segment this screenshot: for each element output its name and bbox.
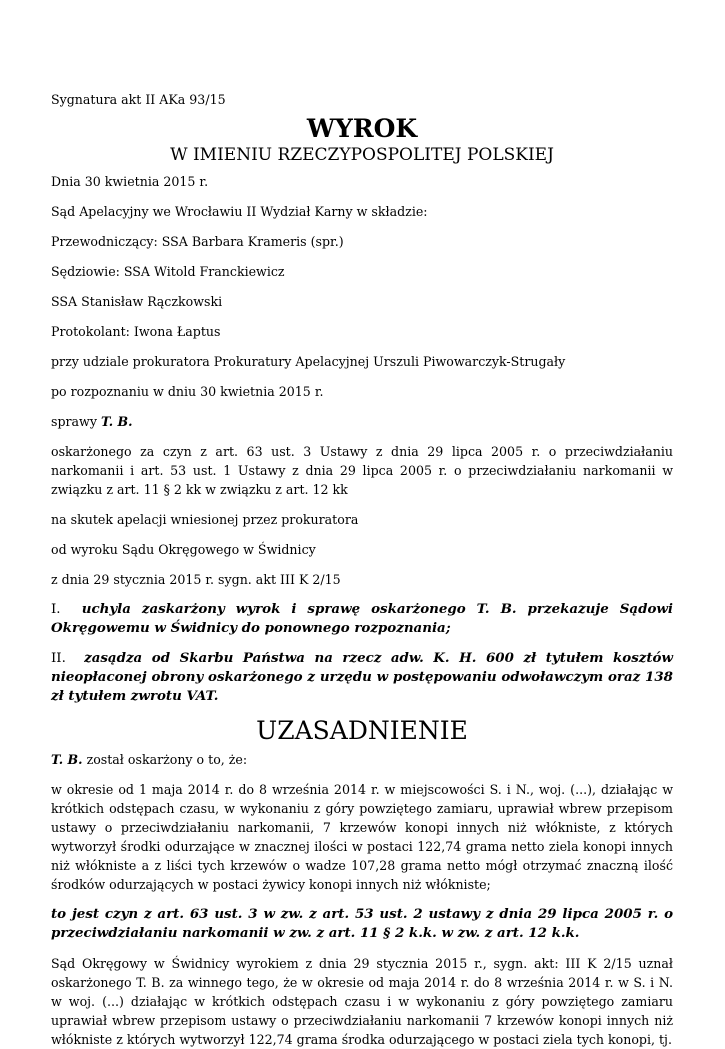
charge-description: w okresie od 1 maja 2014 r. do 8 września 2014 r. w miejscowości S. i N., woj. (...), działając w krótkich odstępach czasu, w wykonaniu z góry powziętego zamiaru, uprawiał wbrew przepisom ustawy o przeciwdziałaniu narkomanii, 7 krzewów konopi innych niż włókniste, z których wytworzył środki odurzające w znacznej ilości w postaci 122,74 grama netto ziela konopi innych niż włókniste a z liści tych krzewów o wadze 107,28 grama netto mógł otrzymać znaczną ilość środków odurzających w postaci żywicy konopi innych niż włókniste; [51,782,673,892]
decision-1-text: uchyla zaskarżony wyrok i sprawę oskarżonego T. B. przekazuje Sądowi Okręgowemu w Świdnicy do ponownego rozpoznania; [51,601,673,636]
decision-2-text: zasądza od Skarbu Państwa na rzecz adw. K. H. 600 zł tytułem kosztów nieopłaconej obrony oskarżonego z urzędu w postępowaniu odwoławczym oraz 138 zł tytułem zwrotu VAT. [51,650,673,704]
decision-2 [51,649,673,706]
judgment-subtitle: W IMIENIU RZECZYPOSPOLITEJ POLSKIEJ [170,145,554,165]
accused-name: T. B. [51,752,83,767]
decision-1 [51,600,673,638]
case-signature: Sygnatura akt II AKa 93/15 [51,92,226,107]
court-line: Sąd Apelacyjny we Wrocławiu II Wydział Karny w składzie: [51,204,428,219]
appeal-line: na skutek apelacji wniesionej przez prokuratora [51,512,359,527]
judges-line-2: SSA Stanisław Rączkowski [51,294,223,309]
prosecutor-line: przy udziale prokuratora Prokuratury Apelacyjnej Urszuli Piwowarczyk-Strugały [51,354,566,369]
date-line: Dnia 30 kwietnia 2015 r. [51,174,209,189]
decision-1-number: I. [51,602,61,617]
case-line [51,412,673,431]
judgment-date-line: z dnia 29 stycznia 2015 r. sygn. akt III K 2/15 [51,572,341,587]
presiding-judge: Przewodniczący: SSA Barbara Krameris (spr.) [51,234,344,249]
case-name: T. B. [100,414,133,429]
accused-of-paragraph: oskarżonego za czyn z art. 63 ust. 3 Ustawy z dnia 29 lipca 2005 r. o przeciwdziałaniu narkomanii i art. 53 ust. 1 Ustawy z dnia 29 lipca 2005 r. o przeciwdziałaniu narkomanii w związku z art. 11 § 2 kk w związku z art. 12 kk [51,444,673,497]
charge-legal-basis: to jest czyn z art. 63 ust. 3 w zw. z art. 53 ust. 2 ustawy z dnia 29 lipca 2005 r. o przeciwdziałaniu narkomanii w zw. z art. 11 § 2 k.k. w zw. z art. 12 k.k. [51,906,673,941]
judgment-title: WYROK [306,114,418,143]
hearing-line: po rozpoznaniu w dniu 30 kwietnia 2015 r. [51,384,324,399]
justification-title: UZASADNIENIE [256,716,468,745]
clerk-line: Protokolant: Iwona Łaptus [51,324,221,339]
district-court-ruling: Sąd Okręgowy w Świdnicy wyrokiem z dnia 29 stycznia 2015 r., sygn. akt: III K 2/15 uznał oskarżonego T. B. za winnego tego, że w okresie od maja 2014 r. do 8 września 2014 r. w S. i N. w woj. (...) działając w krótkich odstępach czasu i w wykonaniu z góry powziętego zamiaru uprawiał wbrew przepisom ustawy o przeciwdziałaniu narkomanii 7 krzewów konopi innych niż włókniste z których wytworzył 122,74 grama środka odurzającego w postaci ziela tych konopi, tj. [51,956,673,1047]
case-prefix: sprawy [51,414,97,429]
judges-line-1: Sędziowie: SSA Witold Franckiewicz [51,264,285,279]
judgment-document [51,90,673,1049]
decision-2-number: II. [51,651,66,666]
accused-intro-text: został oskarżony o to, że: [86,752,248,767]
accused-intro [51,750,673,769]
from-judgment-line: od wyroku Sądu Okręgowego w Świdnicy [51,542,316,557]
